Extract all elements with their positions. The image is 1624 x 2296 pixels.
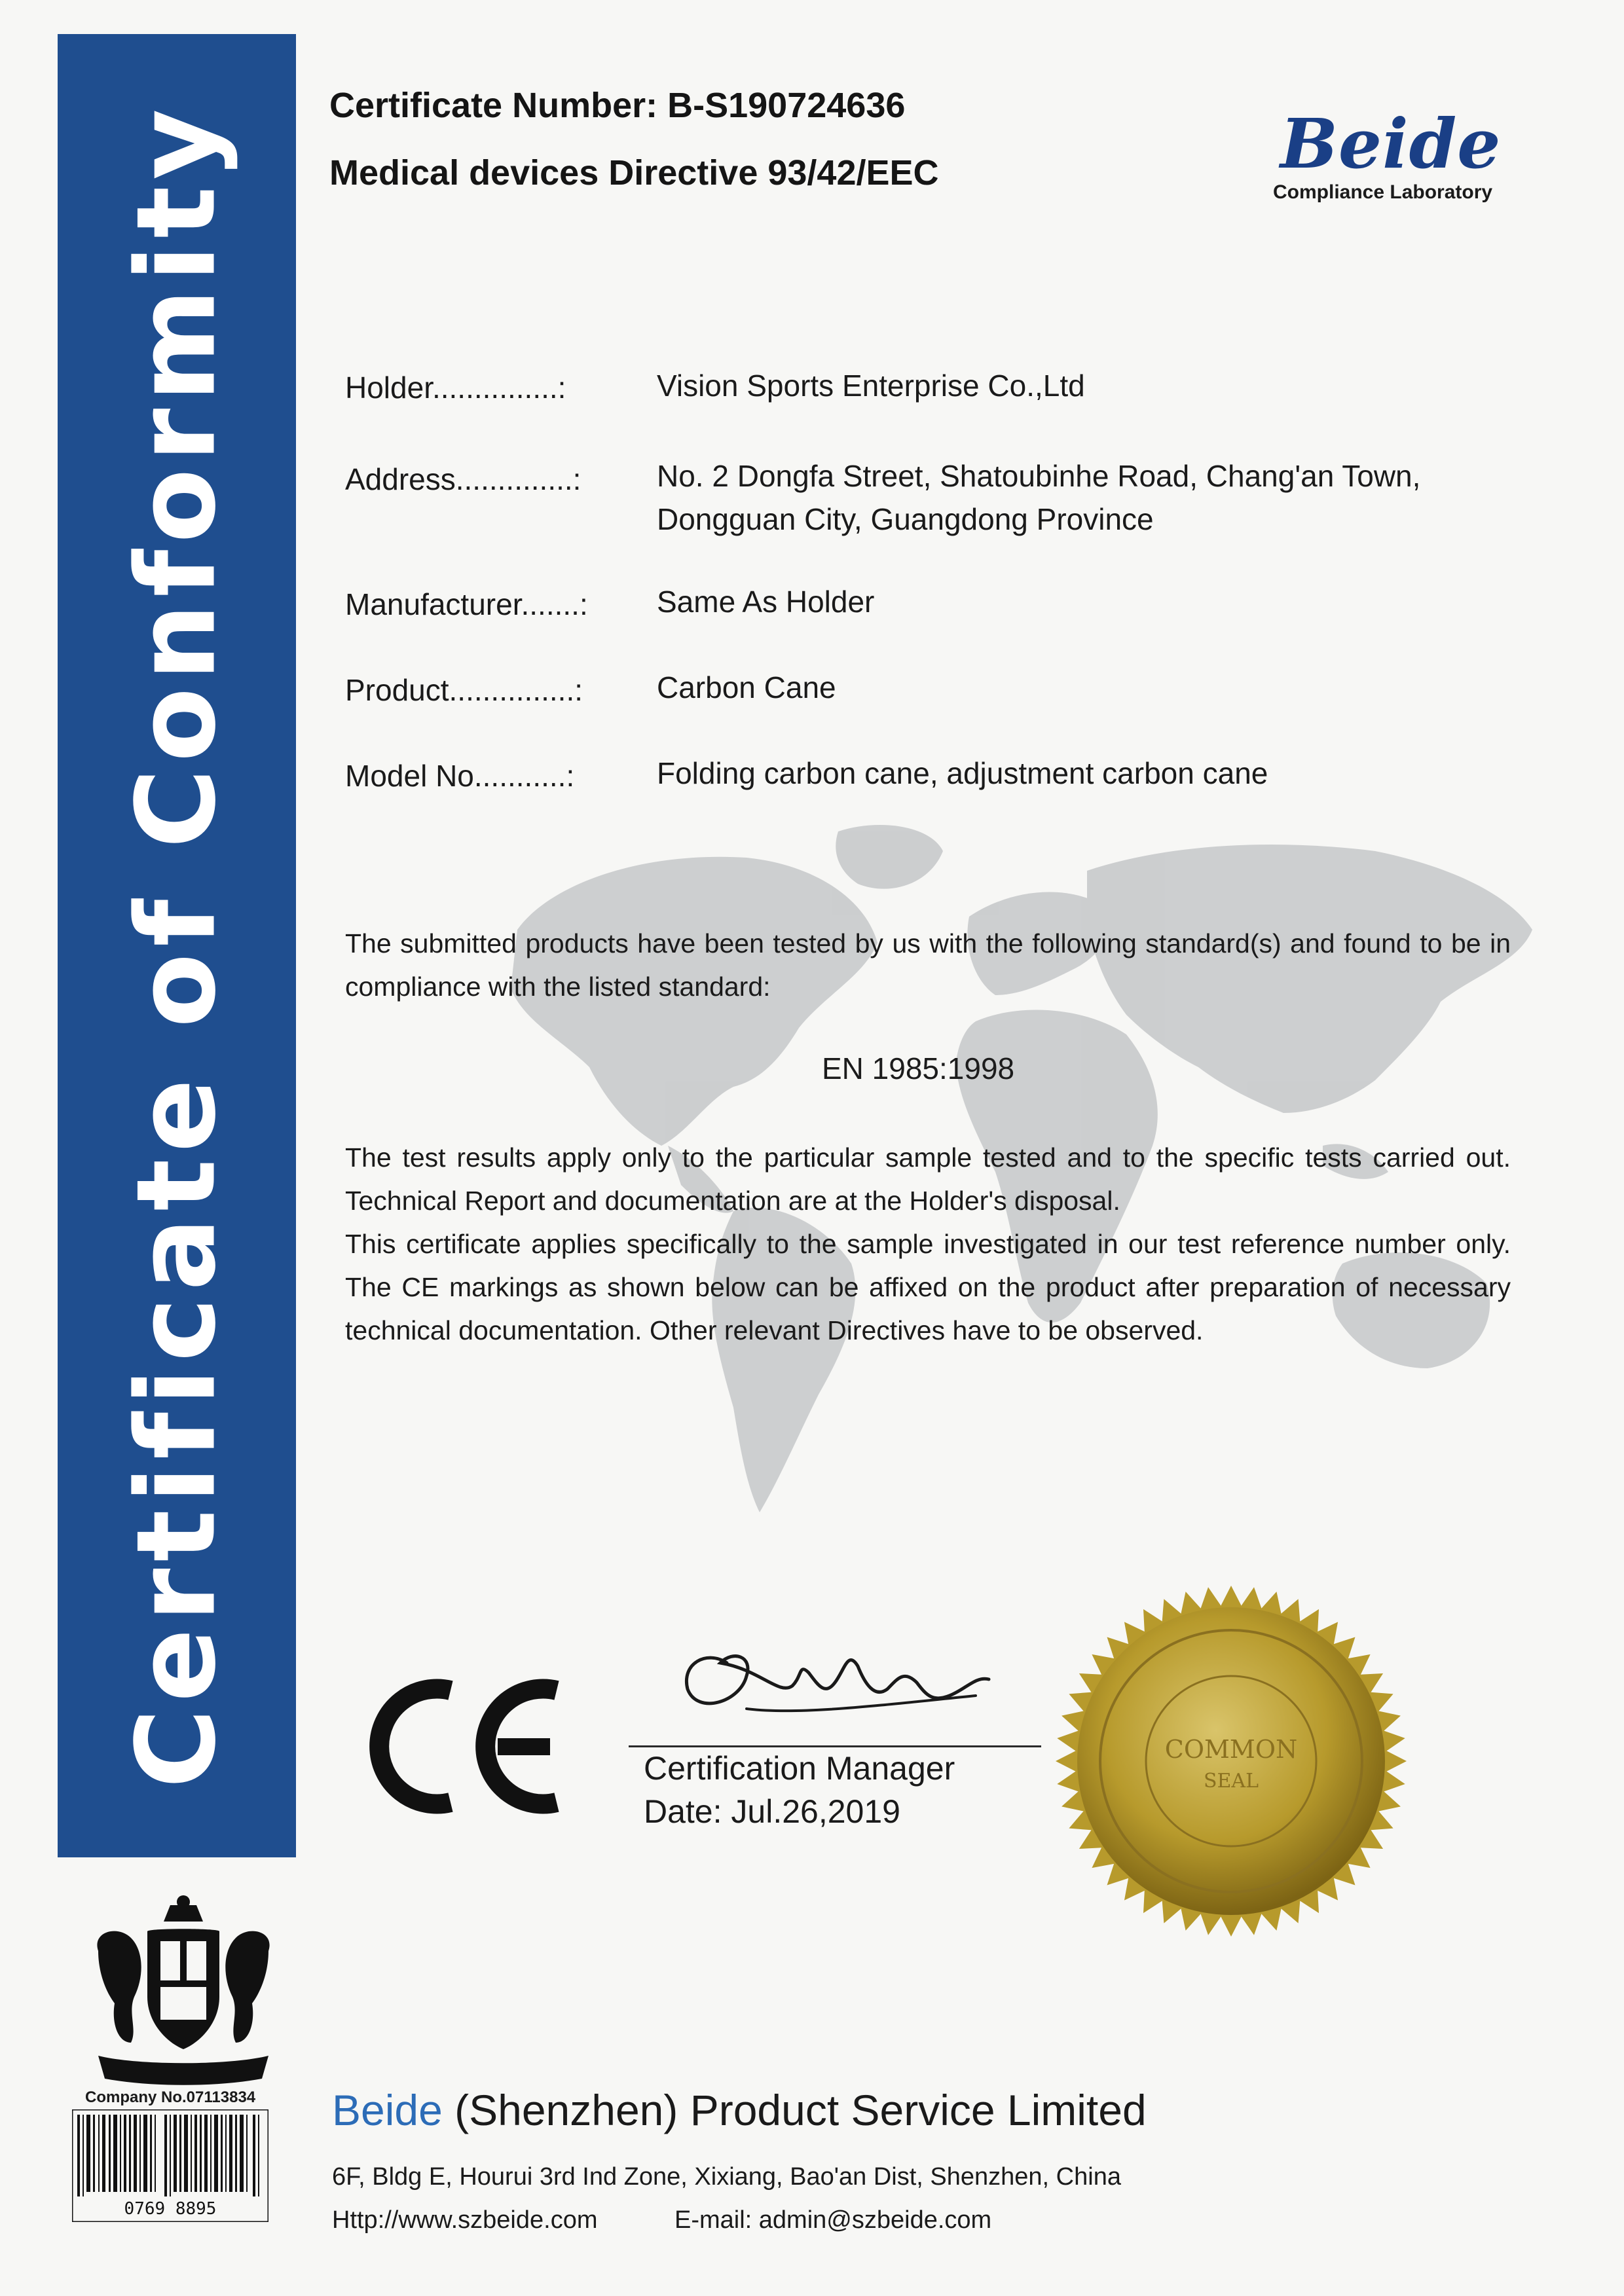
manufacturer-label: Manufacturer.......:: [345, 587, 588, 621]
barcode-digits: 0769 8895: [124, 2199, 217, 2219]
model-label: Model No...........:: [345, 759, 575, 793]
barcode-icon: [72, 2109, 268, 2222]
certificate-number: Certificate Number: B-S190724636: [329, 86, 906, 125]
product-label: Product...............:: [345, 673, 583, 707]
product-value: Carbon Cane: [657, 670, 836, 704]
royal-crest-icon: [72, 1892, 295, 2088]
band-title: Certificate of Conformity: [113, 102, 240, 1789]
company-name-rest: (Shenzhen) Product Service Limited: [442, 2086, 1147, 2134]
company-number: Company No.07113834: [85, 2088, 256, 2106]
address-line-1: No. 2 Dongfa Street, Shatoubinhe Road, Chang'an Town,: [657, 459, 1421, 493]
scope-paragraph: This certificate applies specifically to the sample investigated in our test reference number only. The CE markings as shown below can be affixed on the product after preparation of necessary technical documentation. Other relevant Directives have to be observed.: [345, 1229, 1511, 1345]
manufacturer-value: Same As Holder: [657, 585, 875, 619]
company-website[interactable]: Http://www.szbeide.com: [332, 2206, 598, 2234]
model-value: Folding carbon cane, adjustment carbon cane: [657, 756, 1268, 790]
holder-label: Holder...............:: [345, 371, 566, 405]
certificate-date: Date: Jul.26,2019: [644, 1793, 900, 1830]
company-name: [332, 2085, 1147, 2135]
directive: Medical devices Directive 93/42/EEC: [329, 153, 939, 192]
address-label: Address..............:: [345, 462, 581, 496]
address-line-2: Dongguan City, Guangdong Province: [657, 502, 1154, 536]
company-brand: Beide: [332, 2086, 443, 2134]
gold-seal-icon: [1054, 1584, 1408, 1938]
ce-mark-icon: [360, 1676, 570, 1817]
manager-title: Certification Manager: [644, 1750, 955, 1787]
signature-icon: [668, 1624, 995, 1735]
company-email[interactable]: E-mail: admin@szbeide.com: [674, 2206, 992, 2234]
company-address: 6F, Bldg E, Hourui 3rd Ind Zone, Xixiang, Bao'an Dist, Shenzhen, China: [332, 2163, 1121, 2191]
seal-center-bottom: SEAL: [1203, 1770, 1259, 1793]
beide-logo: Beide: [1280, 103, 1502, 184]
standard: EN 1985:1998: [822, 1051, 1015, 1085]
signature-line: [629, 1745, 1041, 1747]
results-paragraph: The test results apply only to the particular sample tested and to the specific tests carried out. Technical Report and documentation are at the Holder's disposal.: [345, 1142, 1511, 1216]
holder-value: Vision Sports Enterprise Co.,Ltd: [657, 369, 1085, 403]
intro-paragraph: The submitted products have been tested by us with the following standard(s) and found to be in compliance with the listed standard:: [345, 928, 1511, 1002]
logo-subtitle: Compliance Laboratory: [1273, 181, 1493, 203]
seal-center-top: COMMON: [1164, 1735, 1298, 1764]
